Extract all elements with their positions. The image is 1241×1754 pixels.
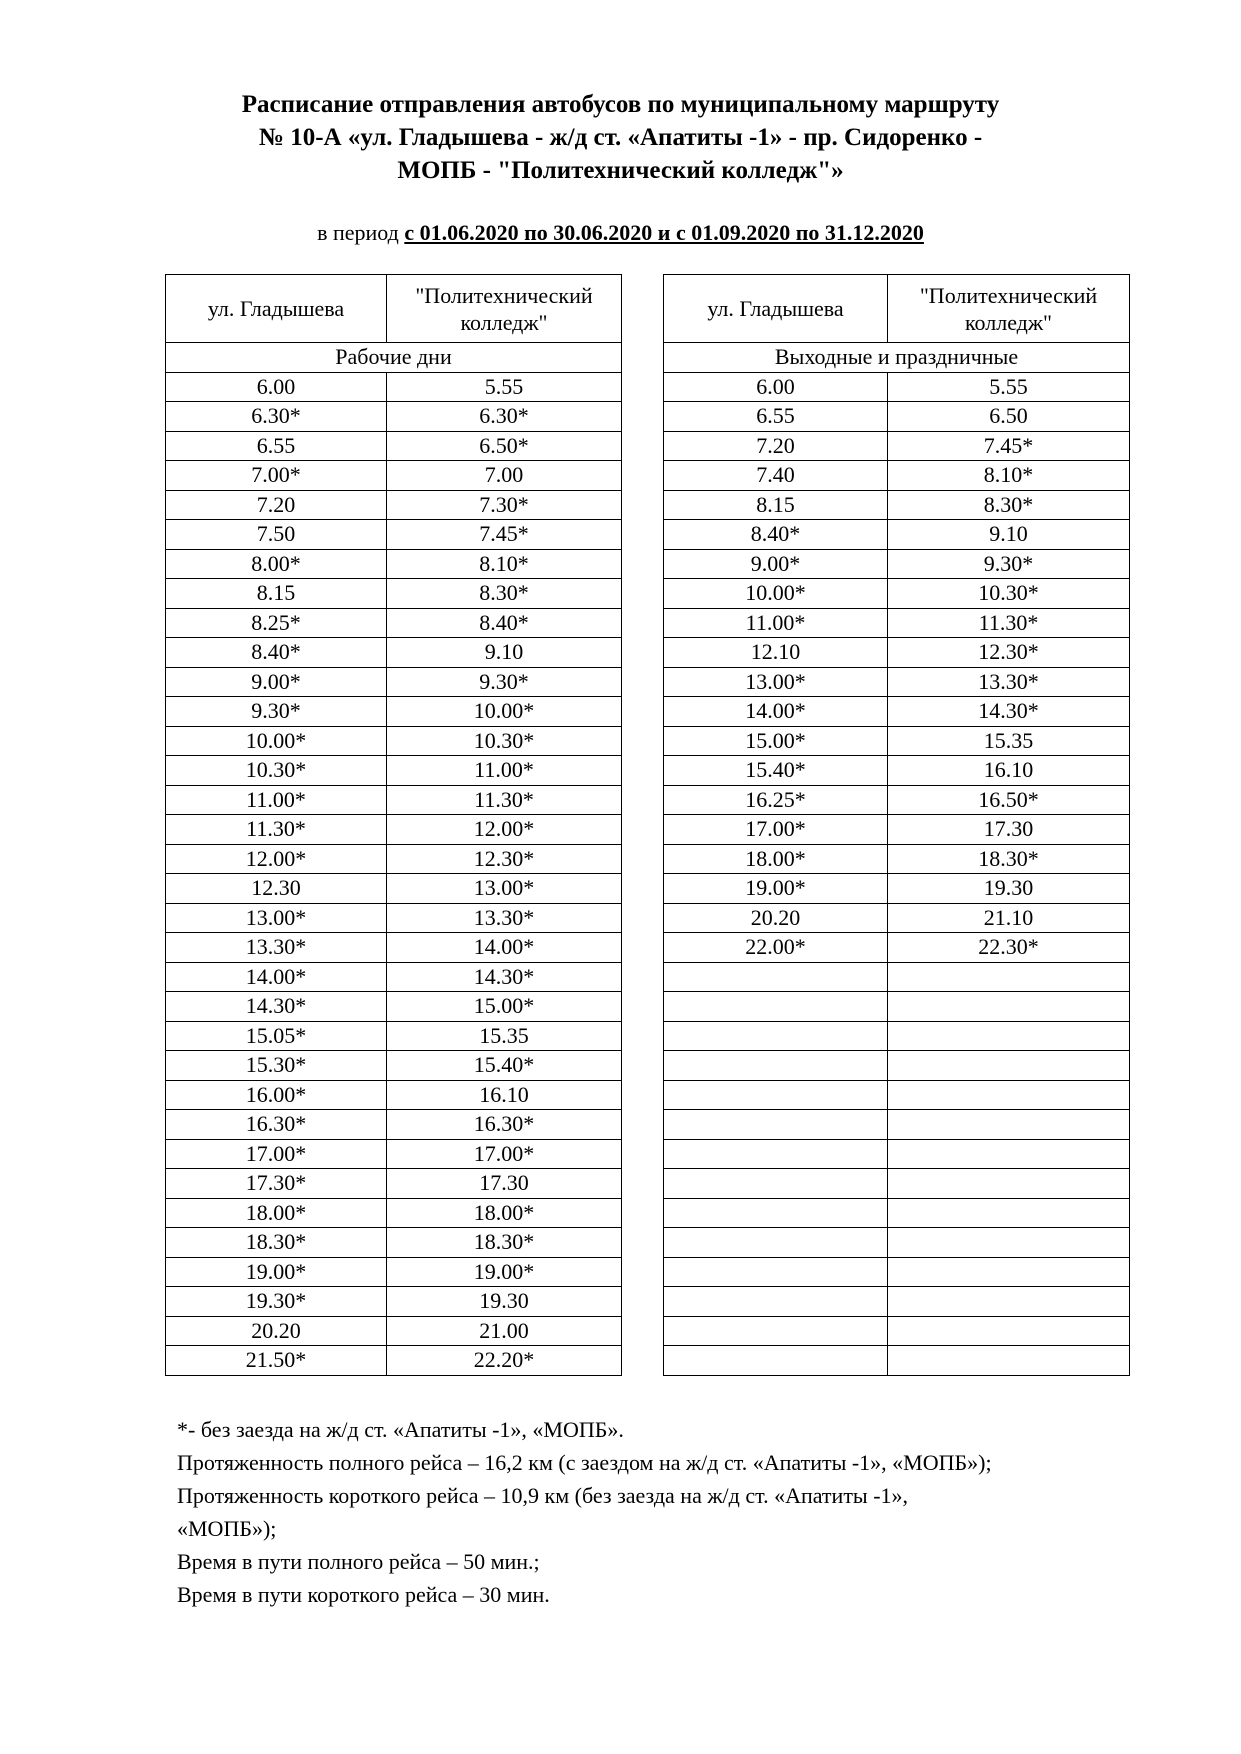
- departure-gladysheva: 6.55: [166, 431, 387, 461]
- table-row: [664, 726, 1130, 756]
- departure-gladysheva: 12.10: [664, 638, 888, 668]
- table-row: [664, 608, 1130, 638]
- title-line-3: МОПБ - "Политехнический колледж"»: [397, 157, 844, 184]
- departure-college: 11.30*: [888, 608, 1130, 638]
- departure-college: [888, 1051, 1130, 1081]
- table-row: [664, 1110, 1130, 1140]
- section-row: [166, 343, 622, 373]
- table-row: [664, 1139, 1130, 1169]
- table-row: [664, 1257, 1130, 1287]
- departure-college: 16.30*: [387, 1110, 622, 1140]
- departure-college: 11.30*: [387, 785, 622, 815]
- table-header-row: [166, 275, 622, 343]
- departure-gladysheva: 11.30*: [166, 815, 387, 845]
- departure-gladysheva: 19.00*: [664, 874, 888, 904]
- departure-gladysheva: 21.50*: [166, 1346, 387, 1376]
- table-row: [166, 1051, 622, 1081]
- departure-gladysheva: 8.15: [166, 579, 387, 609]
- table-row: [166, 756, 622, 786]
- departure-college: [888, 1139, 1130, 1169]
- title-line-1: Расписание отправления автобусов по муниципальному маршруту: [241, 91, 1000, 118]
- departure-college: [888, 1257, 1130, 1287]
- departure-college: 8.30*: [387, 579, 622, 609]
- departure-college: 10.30*: [888, 579, 1130, 609]
- column-header-college: "Политехнический колледж": [387, 275, 622, 343]
- departure-college: 19.00*: [387, 1257, 622, 1287]
- departure-gladysheva: [664, 992, 888, 1022]
- table-row: [166, 785, 622, 815]
- column-header-gladysheva: ул. Гладышева: [166, 275, 387, 343]
- table-row: [166, 608, 622, 638]
- departure-college: 15.40*: [387, 1051, 622, 1081]
- departure-gladysheva: [664, 1346, 888, 1376]
- table-row: [664, 1346, 1130, 1376]
- departure-college: 17.30: [888, 815, 1130, 845]
- departure-college: 8.10*: [387, 549, 622, 579]
- departure-college: 9.10: [888, 520, 1130, 550]
- departure-college: 12.30*: [888, 638, 1130, 668]
- departure-gladysheva: 18.30*: [166, 1228, 387, 1258]
- departure-college: 6.50*: [387, 431, 622, 461]
- departure-gladysheva: 8.25*: [166, 608, 387, 638]
- departure-college: 18.00*: [387, 1198, 622, 1228]
- departure-college: 16.10: [888, 756, 1130, 786]
- weekends-rows: [664, 372, 1130, 1375]
- table-row: [664, 490, 1130, 520]
- period-dates: с 01.06.2020 по 30.06.2020 и с 01.09.2020 по 31.12.2020: [404, 220, 924, 245]
- departure-gladysheva: 8.40*: [664, 520, 888, 550]
- departure-gladysheva: 19.30*: [166, 1287, 387, 1317]
- departure-college: 8.30*: [888, 490, 1130, 520]
- departure-college: 9.10: [387, 638, 622, 668]
- note-full-time: Время в пути полного рейса – 50 мин.;: [177, 1549, 540, 1574]
- departure-college: 13.00*: [387, 874, 622, 904]
- departure-college: [888, 1316, 1130, 1346]
- table-header-row: [664, 275, 1130, 343]
- table-row: [166, 1139, 622, 1169]
- departure-college: [888, 1346, 1130, 1376]
- departure-gladysheva: 7.00*: [166, 461, 387, 491]
- departure-college: 14.30*: [387, 962, 622, 992]
- departure-gladysheva: 9.30*: [166, 697, 387, 727]
- departure-college: 17.00*: [387, 1139, 622, 1169]
- table-row: [166, 1316, 622, 1346]
- table-row: [664, 638, 1130, 668]
- table-row: [664, 933, 1130, 963]
- departure-college: 19.30: [888, 874, 1130, 904]
- table-row: [166, 874, 622, 904]
- departure-college: [888, 1169, 1130, 1199]
- departure-gladysheva: 9.00*: [664, 549, 888, 579]
- table-row: [166, 1169, 622, 1199]
- departure-gladysheva: [664, 1228, 888, 1258]
- departure-gladysheva: 10.00*: [664, 579, 888, 609]
- table-row: [166, 461, 622, 491]
- table-row: [664, 461, 1130, 491]
- departure-gladysheva: 7.40: [664, 461, 888, 491]
- departure-college: 7.45*: [888, 431, 1130, 461]
- departure-college: 14.00*: [387, 933, 622, 963]
- departure-gladysheva: 14.00*: [166, 962, 387, 992]
- table-row: [166, 1021, 622, 1051]
- table-row: [166, 815, 622, 845]
- table-row: [166, 1228, 622, 1258]
- table-row: [664, 1021, 1130, 1051]
- table-row: [664, 431, 1130, 461]
- table-row: [664, 697, 1130, 727]
- table-row: [664, 579, 1130, 609]
- table-row: [166, 933, 622, 963]
- departure-gladysheva: 22.00*: [664, 933, 888, 963]
- table-row: [166, 1198, 622, 1228]
- departure-college: 13.30*: [387, 903, 622, 933]
- departure-gladysheva: 6.30*: [166, 402, 387, 432]
- weekends-table: [663, 274, 1130, 1376]
- departure-gladysheva: 8.40*: [166, 638, 387, 668]
- departure-college: 10.00*: [387, 697, 622, 727]
- departure-gladysheva: [664, 1080, 888, 1110]
- departure-college: 14.30*: [888, 697, 1130, 727]
- table-row: [166, 697, 622, 727]
- table-row: [664, 402, 1130, 432]
- table-row: [166, 372, 622, 402]
- departure-gladysheva: 7.20: [664, 431, 888, 461]
- departure-gladysheva: 12.00*: [166, 844, 387, 874]
- departure-gladysheva: 17.30*: [166, 1169, 387, 1199]
- document-title: [0, 88, 1241, 187]
- departure-college: 22.30*: [888, 933, 1130, 963]
- departure-college: 12.00*: [387, 815, 622, 845]
- departure-college: 5.55: [888, 372, 1130, 402]
- table-row: [166, 490, 622, 520]
- section-label-workdays: Рабочие дни: [166, 343, 622, 373]
- table-row: [664, 962, 1130, 992]
- period-line: [0, 219, 1241, 247]
- section-row: [664, 343, 1130, 373]
- departure-college: [888, 992, 1130, 1022]
- footnotes: [177, 1413, 1157, 1611]
- departure-gladysheva: 17.00*: [166, 1139, 387, 1169]
- departure-gladysheva: 20.20: [664, 903, 888, 933]
- departure-gladysheva: 15.05*: [166, 1021, 387, 1051]
- departure-college: 5.55: [387, 372, 622, 402]
- table-row: [166, 1257, 622, 1287]
- departure-college: 6.30*: [387, 402, 622, 432]
- departure-gladysheva: [664, 1110, 888, 1140]
- departure-college: 15.00*: [387, 992, 622, 1022]
- note-short-time: Время в пути короткого рейса – 30 мин.: [177, 1582, 550, 1607]
- table-row: [166, 431, 622, 461]
- departure-gladysheva: 8.15: [664, 490, 888, 520]
- departure-gladysheva: [664, 1316, 888, 1346]
- table-row: [664, 1316, 1130, 1346]
- departure-college: 21.10: [888, 903, 1130, 933]
- departure-gladysheva: 8.00*: [166, 549, 387, 579]
- departure-college: 11.00*: [387, 756, 622, 786]
- table-row: [664, 1287, 1130, 1317]
- departure-gladysheva: [664, 1169, 888, 1199]
- departure-gladysheva: 14.30*: [166, 992, 387, 1022]
- table-row: [664, 756, 1130, 786]
- departure-college: 8.40*: [387, 608, 622, 638]
- departure-gladysheva: 16.30*: [166, 1110, 387, 1140]
- table-row: [664, 549, 1130, 579]
- table-row: [166, 1110, 622, 1140]
- departure-college: 13.30*: [888, 667, 1130, 697]
- departure-gladysheva: 7.20: [166, 490, 387, 520]
- table-row: [166, 903, 622, 933]
- departure-gladysheva: 17.00*: [664, 815, 888, 845]
- table-row: [664, 785, 1130, 815]
- departure-college: 7.00: [387, 461, 622, 491]
- departure-gladysheva: 6.55: [664, 402, 888, 432]
- table-row: [166, 1287, 622, 1317]
- departure-college: [888, 1198, 1130, 1228]
- departure-gladysheva: 9.00*: [166, 667, 387, 697]
- departure-gladysheva: 12.30: [166, 874, 387, 904]
- table-row: [166, 1080, 622, 1110]
- departure-college: 16.10: [387, 1080, 622, 1110]
- table-row: [166, 1346, 622, 1376]
- table-row: [166, 962, 622, 992]
- table-row: [664, 1080, 1130, 1110]
- departure-college: [888, 962, 1130, 992]
- departure-college: 9.30*: [888, 549, 1130, 579]
- table-row: [664, 992, 1130, 1022]
- departure-gladysheva: 13.30*: [166, 933, 387, 963]
- departure-college: 22.20*: [387, 1346, 622, 1376]
- table-row: [166, 726, 622, 756]
- table-row: [664, 1051, 1130, 1081]
- departure-college: 8.10*: [888, 461, 1130, 491]
- departure-gladysheva: [664, 1139, 888, 1169]
- departure-gladysheva: 18.00*: [166, 1198, 387, 1228]
- table-row: [664, 520, 1130, 550]
- table-row: [166, 992, 622, 1022]
- departure-college: [888, 1080, 1130, 1110]
- departure-gladysheva: 11.00*: [664, 608, 888, 638]
- table-row: [664, 1198, 1130, 1228]
- note-full-length: Протяженность полного рейса – 16,2 км (с заездом на ж/д ст. «Апатиты -1», «МОПБ»);: [177, 1450, 992, 1475]
- departure-college: 21.00: [387, 1316, 622, 1346]
- departure-gladysheva: [664, 1198, 888, 1228]
- column-header-gladysheva: ул. Гладышева: [664, 275, 888, 343]
- departure-college: 18.30*: [387, 1228, 622, 1258]
- period-prefix: в период: [317, 220, 405, 245]
- departure-college: [888, 1228, 1130, 1258]
- table-row: [664, 1169, 1130, 1199]
- departure-college: [888, 1110, 1130, 1140]
- departure-gladysheva: 14.00*: [664, 697, 888, 727]
- table-row: [664, 844, 1130, 874]
- departure-gladysheva: [664, 1021, 888, 1051]
- departure-gladysheva: 15.00*: [664, 726, 888, 756]
- departure-gladysheva: [664, 1287, 888, 1317]
- departure-college: 12.30*: [387, 844, 622, 874]
- departure-college: [888, 1021, 1130, 1051]
- table-row: [166, 402, 622, 432]
- table-row: [166, 549, 622, 579]
- departure-college: 15.35: [387, 1021, 622, 1051]
- departure-college: 16.50*: [888, 785, 1130, 815]
- title-line-2: № 10-А «ул. Гладышева - ж/д ст. «Апатиты -1» - пр. Сидоренко -: [258, 124, 983, 151]
- departure-gladysheva: 20.20: [166, 1316, 387, 1346]
- departure-gladysheva: 6.00: [664, 372, 888, 402]
- note-short-length: Протяженность короткого рейса – 10,9 км (без заезда на ж/д ст. «Апатиты -1»,: [177, 1483, 909, 1508]
- departure-college: [888, 1287, 1130, 1317]
- departure-gladysheva: 13.00*: [166, 903, 387, 933]
- table-row: [664, 372, 1130, 402]
- departure-college: 6.50: [888, 402, 1130, 432]
- table-row: [664, 903, 1130, 933]
- departure-college: 9.30*: [387, 667, 622, 697]
- departure-gladysheva: 6.00: [166, 372, 387, 402]
- departure-gladysheva: 16.25*: [664, 785, 888, 815]
- departure-gladysheva: [664, 1051, 888, 1081]
- departure-gladysheva: 10.30*: [166, 756, 387, 786]
- departure-gladysheva: 15.30*: [166, 1051, 387, 1081]
- table-row: [664, 874, 1130, 904]
- departure-gladysheva: 7.50: [166, 520, 387, 550]
- note-short-length-cont: «МОПБ»);: [177, 1516, 277, 1541]
- departure-college: 7.45*: [387, 520, 622, 550]
- departure-gladysheva: 18.00*: [664, 844, 888, 874]
- departure-gladysheva: [664, 962, 888, 992]
- table-row: [166, 638, 622, 668]
- departure-gladysheva: 15.40*: [664, 756, 888, 786]
- departure-college: 18.30*: [888, 844, 1130, 874]
- workdays-rows: [166, 372, 622, 1375]
- table-row: [166, 579, 622, 609]
- departure-gladysheva: 16.00*: [166, 1080, 387, 1110]
- departure-gladysheva: 19.00*: [166, 1257, 387, 1287]
- departure-college: 19.30: [387, 1287, 622, 1317]
- departure-gladysheva: 11.00*: [166, 785, 387, 815]
- note-asterisk: *- без заезда на ж/д ст. «Апатиты -1», «МОПБ».: [177, 1417, 624, 1442]
- table-row: [166, 667, 622, 697]
- workdays-table: [165, 274, 622, 1376]
- table-row: [166, 520, 622, 550]
- table-row: [664, 667, 1130, 697]
- departure-gladysheva: [664, 1257, 888, 1287]
- section-label-weekends: Выходные и праздничные: [664, 343, 1130, 373]
- departure-college: 7.30*: [387, 490, 622, 520]
- column-header-college: "Политехнический колледж": [888, 275, 1130, 343]
- departure-gladysheva: 10.00*: [166, 726, 387, 756]
- departure-college: 10.30*: [387, 726, 622, 756]
- table-row: [166, 844, 622, 874]
- table-row: [664, 1228, 1130, 1258]
- table-row: [664, 815, 1130, 845]
- departure-college: 17.30: [387, 1169, 622, 1199]
- departure-gladysheva: 13.00*: [664, 667, 888, 697]
- departure-college: 15.35: [888, 726, 1130, 756]
